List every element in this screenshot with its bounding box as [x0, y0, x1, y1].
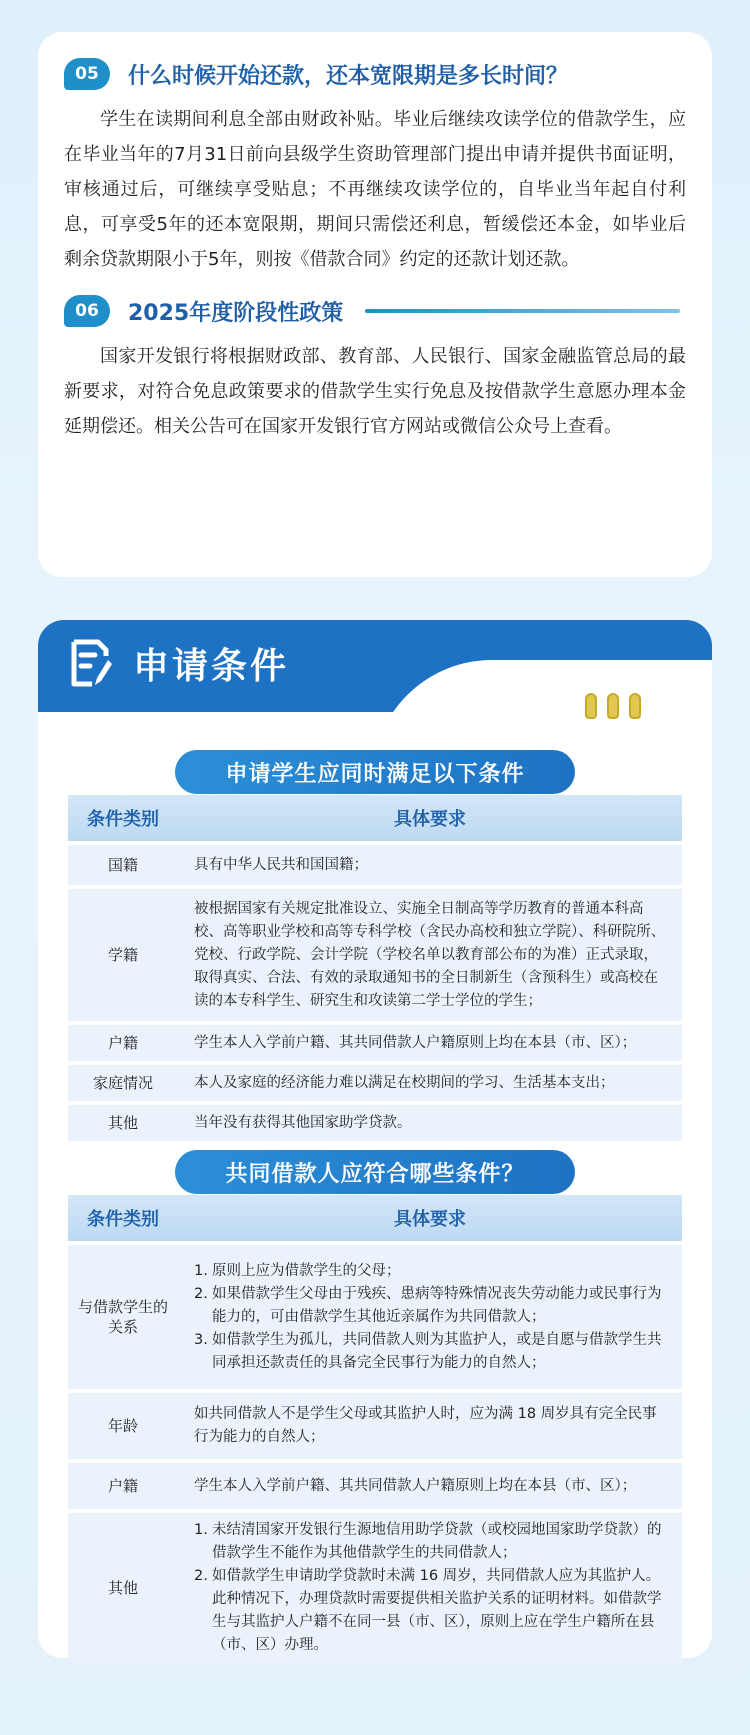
row-requirement: 被根据国家有关规定批准设立、实施全日制高等学历教育的普通本科高校、高等职业学校和高等专科学校（含民办高校和独立学院）、科研院所、党校、行政学院、会计学院（学校名单以教育部公布的为准）正式录取，取得真实、合法、有效的录取通知书的全日制新生（含预科生）或高校在读的本专科学生、研究生和攻读第二学士学位的学生； — [194, 900, 666, 1009]
row-category: 国籍 — [107, 856, 138, 874]
row-requirement: 学生本人入学前户籍、其共同借款人户籍原则上均在本县（市、区）； — [194, 1477, 637, 1494]
section-05-title: 什么时候开始还款，还本宽限期是多长时间？ — [128, 63, 569, 89]
table-row — [68, 1105, 682, 1141]
section-05-badge: 05 — [64, 58, 110, 90]
row-category: 户籍 — [107, 1034, 138, 1052]
banner-wave — [372, 660, 712, 712]
list-item: 2. 如借款学生申请助学贷款时未满 16 周岁，共同借款人应为其监护人。此种情况下，办理贷款时需要提供相关监护关系的证明材料。如借款学生与其监护人户籍不在同一县（市、区），原则上应在学生户籍所在县（市、区）办理。 — [194, 1568, 662, 1653]
table-row — [68, 889, 682, 1021]
row-requirement: 本人及家庭的经济能力难以满足在校期间的学习、生活基本支出； — [194, 1074, 615, 1091]
col-header-requirement: 具体要求 — [394, 1209, 466, 1230]
row-category: 家庭情况 — [92, 1074, 153, 1092]
section-06-header — [64, 289, 686, 333]
list-item: 1. 未结清国家开发银行生源地信用助学贷款（或校园地国家助学贷款）的借款学生不能作为其他借款学生的共同借款人； — [194, 1522, 662, 1561]
list-item: 3. 如借款学生为孤儿，共同借款人则为其监护人，或是自愿与借款学生共同承担还款责任的具备完全民事行为能力的自然人； — [194, 1331, 662, 1371]
table-header — [68, 1195, 682, 1241]
section-06-body: 国家开发银行将根据财政部、教育部、人民银行、国家金融监管总局的最新要求，对符合免息政策要求的借款学生实行免息及按借款学生意愿办理本金延期偿还。相关公告可在国家开发银行官方网站或微信公众号上查看。 — [64, 346, 686, 437]
coborrower-conditions-heading: 共同借款人应符合哪些条件？ — [175, 1150, 575, 1194]
list-item: 2. 如果借款学生父母由于残疾、患病等特殊情况丧失劳动能力或民事行为能力的，可由借款学生其他近亲属作为共同借款人； — [194, 1285, 662, 1325]
col-header-category: 条件类别 — [87, 809, 159, 830]
col-header-requirement: 具体要求 — [394, 809, 466, 830]
decor-dot — [607, 693, 619, 719]
section-divider-line — [365, 309, 680, 313]
row-category: 年龄 — [107, 1417, 138, 1435]
table-row — [68, 1025, 682, 1061]
section-06-title: 2025年度阶段性政策 — [128, 300, 344, 326]
decor-dot — [585, 693, 597, 719]
section-05-header — [64, 52, 686, 96]
student-conditions-table — [68, 795, 682, 1141]
row-category: 户籍 — [107, 1477, 138, 1495]
row-category: 学籍 — [107, 946, 138, 964]
info-card — [38, 32, 712, 577]
section-05-body: 学生在读期间利息全部由财政补贴。毕业后继续攻读学位的借款学生，应在毕业当年的7月31日前向县级学生资助管理部门提出申请并提供书面证明，审核通过后，可继续享受贴息；不再继续攻读学位的，自毕业当年起自付利息，可享受5年的还本宽限期，期间只需偿还利息，暂缓偿还本金，如毕业后剩余贷款期限小于5年，则按《借款合同》约定的还款计划还款。 — [64, 109, 686, 270]
row-requirement: 如共同借款人不是学生父母或其监护人时，应为满 18 周岁具有完全民事行为能力的自然人； — [194, 1406, 657, 1445]
row-requirement: 具有中华人民共和国国籍； — [194, 856, 368, 873]
row-requirement: 当年没有获得其他国家助学贷款。 — [194, 1114, 412, 1131]
student-conditions-heading: 申请学生应同时满足以下条件 — [175, 750, 575, 794]
coborrower-conditions-table — [68, 1195, 682, 1663]
table-header — [68, 795, 682, 841]
table-row — [68, 1513, 682, 1663]
list-item: 1. 原则上应为借款学生的父母； — [194, 1262, 401, 1279]
row-requirement: 学生本人入学前户籍、其共同借款人户籍原则上均在本县（市、区）； — [194, 1034, 637, 1051]
form-edit-icon — [68, 638, 112, 688]
col-header-category: 条件类别 — [87, 1209, 159, 1230]
row-category: 其他 — [107, 1114, 138, 1132]
decorative-dots — [585, 693, 641, 719]
section-06-badge: 06 — [64, 295, 110, 327]
table-row — [68, 1245, 682, 1389]
apply-title: 申请条件 — [133, 646, 290, 687]
table-row — [68, 1065, 682, 1101]
row-category: 与借款学生的关系 — [77, 1298, 168, 1336]
table-row — [68, 845, 682, 885]
decor-dot — [629, 693, 641, 719]
row-category: 其他 — [107, 1579, 138, 1597]
table-row — [68, 1393, 682, 1459]
table-row — [68, 1463, 682, 1509]
